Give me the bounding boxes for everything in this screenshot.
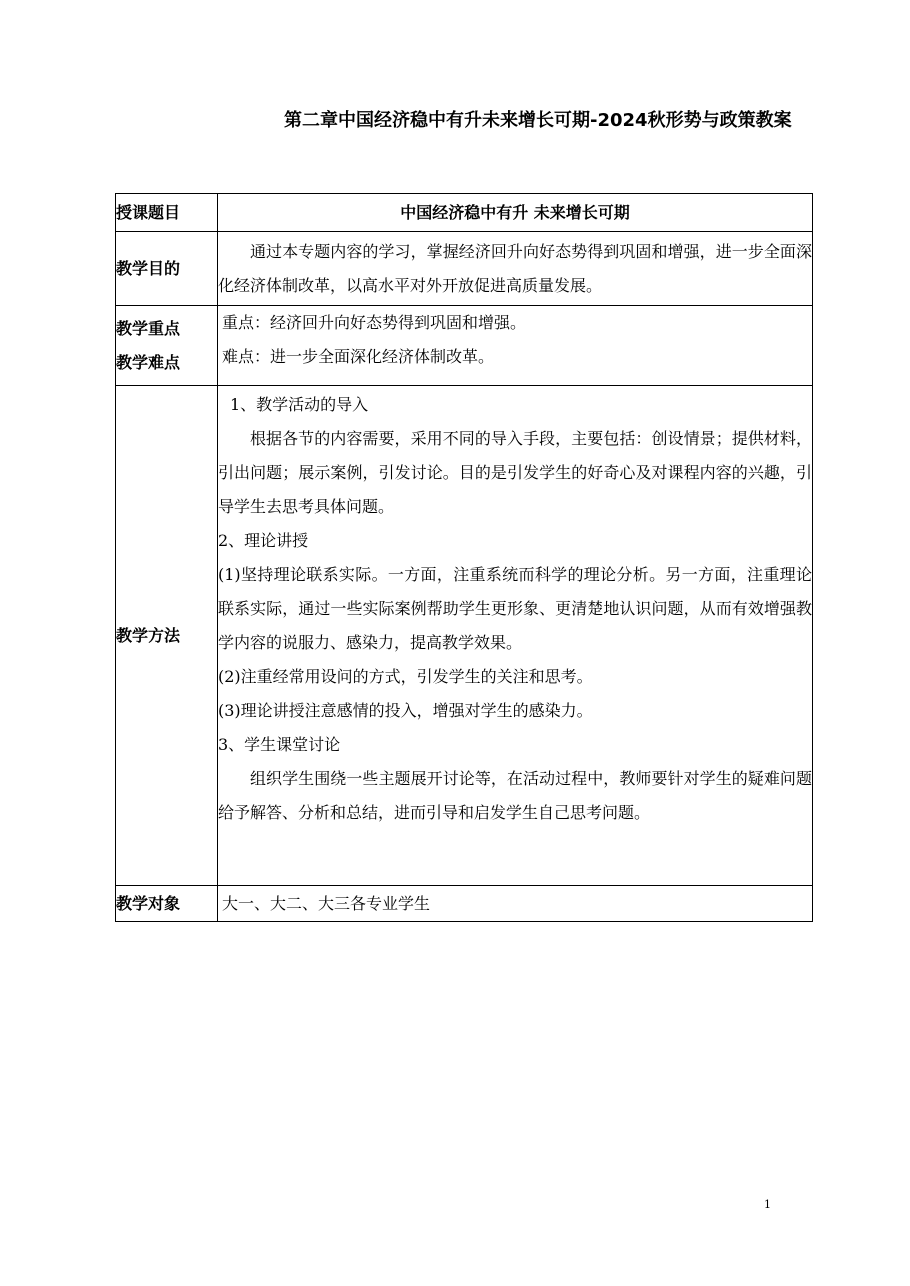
goal-text: 通过本专题内容的学习，掌握经济回升向好态势得到巩固和增强，进一步全面深化经济体制改革，以高水平对外开放促进高质量发展。 <box>218 241 812 295</box>
method-section2-item1: (1)坚持理论联系实际。一方面，注重系统而科学的理论分析。另一方面，注重理论联系实际，通过一些实际案例帮助学生更形象、更清楚地认识问题，从而有效增强教学内容的说服力、感染力，提高教学效果。 <box>218 565 812 652</box>
method-row <box>116 386 813 886</box>
goal-value-cell <box>218 232 813 306</box>
page-number: 1 <box>764 1198 771 1211</box>
audience-label-cell <box>116 886 218 922</box>
difficult-label: 教学难点 <box>116 352 181 372</box>
method-section2-item3: (3)理论讲授注意感情的投入，增强对学生的感染力。 <box>218 701 593 720</box>
topic-value: 中国经济稳中有升 未来增长可期 <box>400 202 630 222</box>
lesson-plan-table <box>115 193 813 922</box>
topic-label-cell <box>116 194 218 232</box>
goal-row <box>116 232 813 306</box>
topic-row <box>116 194 813 232</box>
method-section3-text: 组织学生围绕一些主题展开讨论等，在活动过程中，教师要针对学生的疑难问题给予解答、分析和总结，进而引导和启发学生自己思考问题。 <box>218 769 812 822</box>
key-row <box>116 306 813 386</box>
method-section2-item2: (2)注重经常用设问的方式，引发学生的关注和思考。 <box>218 667 593 686</box>
audience-value-cell <box>218 886 813 922</box>
method-value-cell <box>218 386 813 886</box>
audience-row <box>116 886 813 922</box>
goal-label-cell <box>116 232 218 306</box>
key-label-cell <box>116 306 218 386</box>
key-value-cell <box>218 306 813 386</box>
method-section2-heading: 2、理论讲授 <box>218 531 309 550</box>
goal-label: 教学目的 <box>116 258 181 278</box>
key-text: 重点：经济回升向好态势得到巩固和增强。 <box>222 313 527 332</box>
method-section1-text: 根据各节的内容需要，采用不同的导入手段，主要包括：创设情景；提供材料，引出问题；展示案例，引发讨论。目的是引发学生的好奇心及对课程内容的兴趣，引导学生去思考具体问题。 <box>218 429 812 516</box>
method-label: 教学方法 <box>116 625 181 645</box>
difficult-text: 难点：进一步全面深化经济体制改革。 <box>222 347 495 366</box>
document-title: 第二章中国经济稳中有升未来增长可期-2024秋形势与政策教案 <box>284 110 792 131</box>
topic-value-cell <box>218 194 813 232</box>
method-label-cell <box>116 386 218 886</box>
audience-value: 大一、大二、大三各专业学生 <box>222 893 431 913</box>
method-section3-heading: 3、学生课堂讨论 <box>218 735 341 754</box>
key-label: 教学重点 <box>116 318 181 338</box>
topic-label: 授课题目 <box>116 202 181 222</box>
method-section1-heading: 1、教学活动的导入 <box>230 395 369 414</box>
audience-label: 教学对象 <box>116 893 181 913</box>
